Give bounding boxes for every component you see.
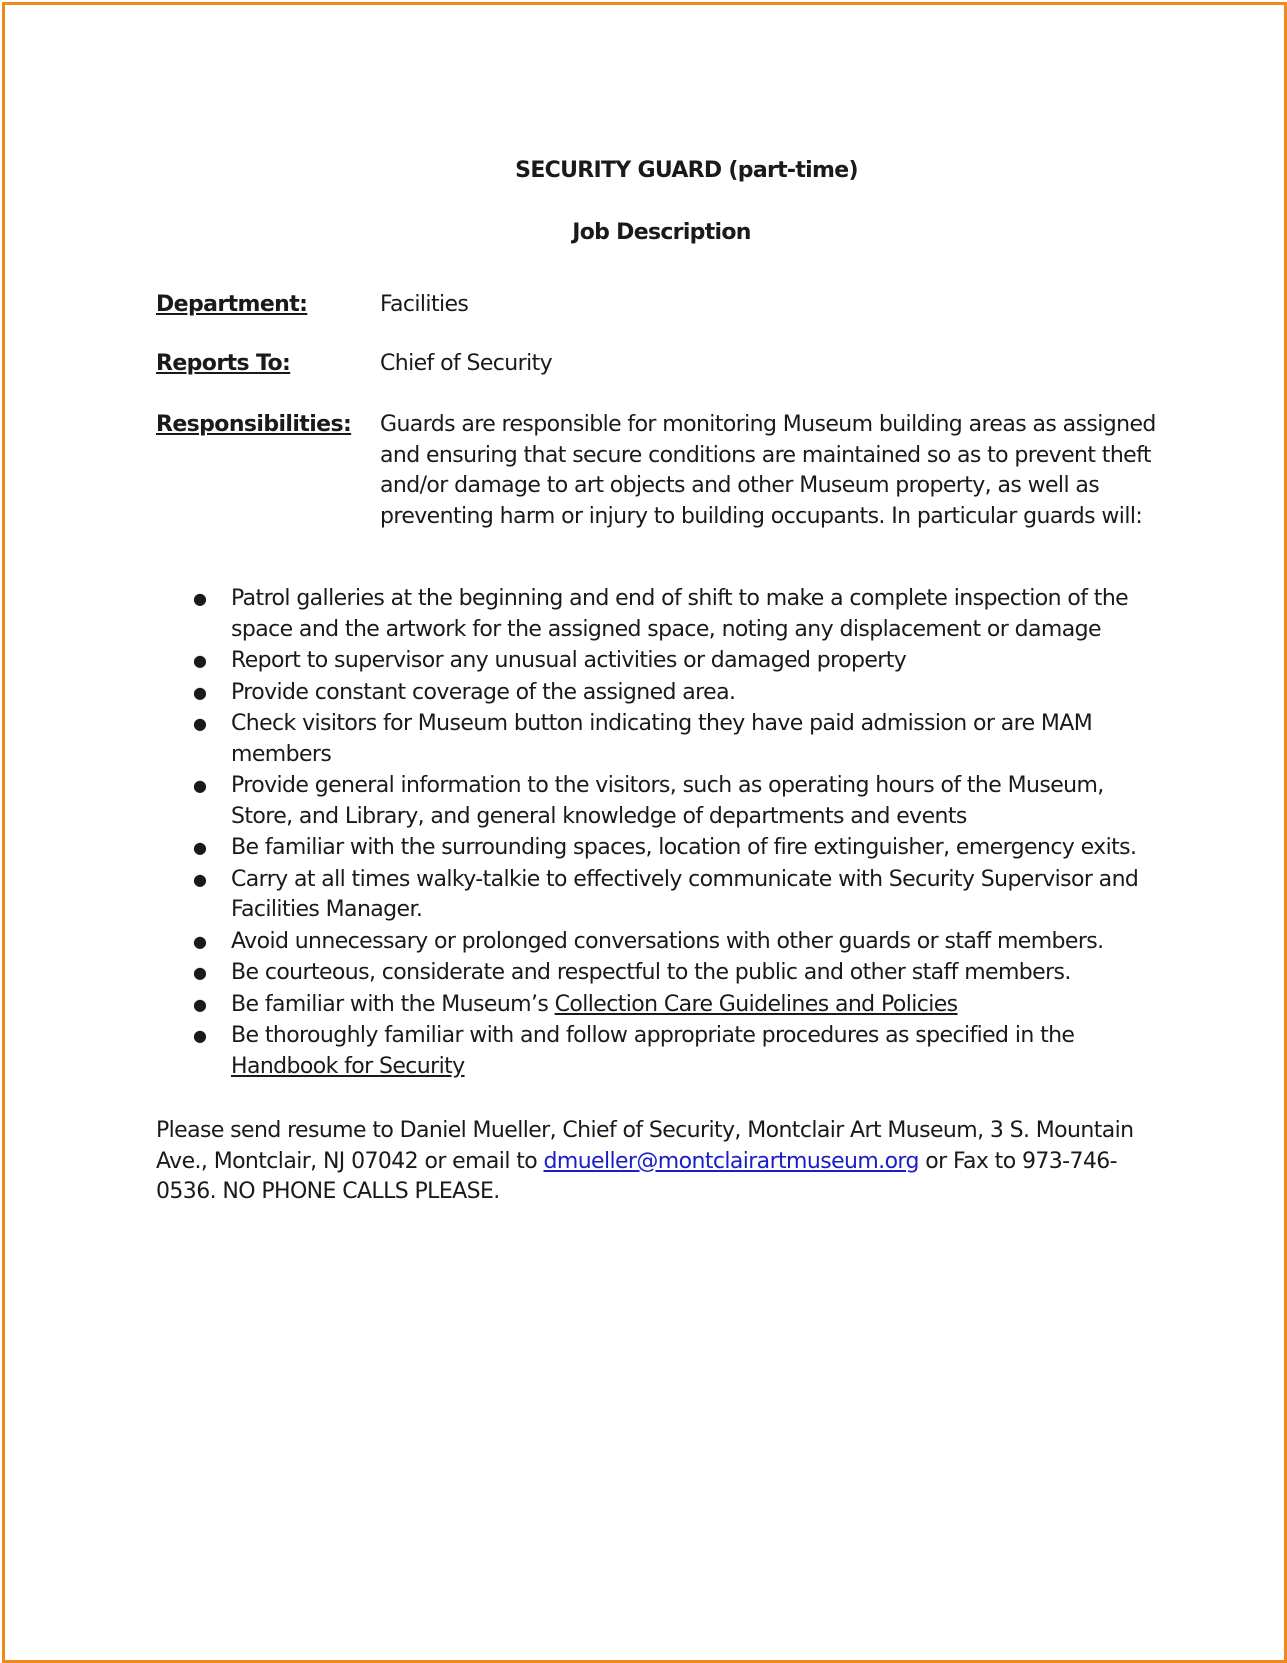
job-description-heading: Job Description [572,220,751,245]
list-item: ● Be familiar with the Museum’s Collection Care Guidelines and Policies [156,990,1166,1021]
bullet-icon: ● [193,869,207,889]
reports-to-label: Reports To: [156,351,291,376]
list-item: ● Avoid unnecessary or prolonged conversations with other guards or staff members. [156,927,1166,958]
collection-care-guidelines-link[interactable]: Collection Care Guidelines and Policies [554,991,958,1017]
job-title: SECURITY GUARD (part-time) [515,158,858,183]
list-item: ● Be courteous, considerate and respectful to the public and other staff members. [156,958,1166,989]
bullet-icon: ● [193,994,207,1014]
list-item: ● Provide general information to the visitors, such as operating hours of the Museum, Store, and Library, and general knowledge of departments and events [193,773,1104,829]
duties-list [156,584,1166,1083]
handbook-for-security-link[interactable]: Handbook for Security [231,1053,465,1079]
list-item: ● Report to supervisor any unusual activities or damaged property [156,646,1166,677]
list-item: ● Check visitors for Museum button indicating they have paid admission or are MAM members [193,711,1093,767]
list-item: ● Provide constant coverage of the assigned area. [156,678,1166,709]
bullet-icon: ● [193,963,207,982]
responsibilities-label: Responsibilities: [156,412,352,437]
bullet-icon: ● [193,651,207,670]
bullet-icon: ● [193,838,207,857]
list-item: ● Patrol galleries at the beginning and end of shift to make a complete inspection of the space and the artwork for the assigned space, noting any displacement or damage [193,586,1129,642]
department-label: Department: [156,292,308,317]
email-link[interactable]: dmueller@montclairartmuseum.org [543,1148,919,1174]
reports-to-value: Chief of Security [380,351,553,376]
bullet-icon: ● [193,714,207,733]
bullet-icon: ● [193,589,207,608]
responsibilities-value: Guards are responsible for monitoring Museum building areas as assigned and ensuring that secure conditions are maintained so as to prevent theft and/or damage to art objects and other Museum property, as well as preventing harm or injury to building occupants. In particular guards will: [380,412,1156,529]
list-item: ● Carry at all times walky-talkie to effectively communicate with Security Supervisor and Facilities Manager. [193,866,1139,922]
bullet-icon: ● [193,931,207,951]
application-instructions: Please send resume to Daniel Mueller, Chief of Security, Montclair Art Museum, 3 S. Mountain Ave., Montclair, NJ 07042 or email to dmueller@montclairartmuseum.org or Fax to 973-746-0536. NO PHONE CALLS PLEASE. [156,1118,1134,1204]
bullet-icon: ● [193,682,207,702]
list-item: ● Be familiar with the surrounding spaces, location of fire extinguisher, emergency exits. [156,833,1166,864]
bullet-icon: ● [193,776,207,795]
department-value: Facilities [380,292,469,317]
list-item: ● Be thoroughly familiar with and follow appropriate procedures as specified in the Handbook for Security [193,1023,1075,1079]
bullet-icon: ● [193,1026,207,1045]
